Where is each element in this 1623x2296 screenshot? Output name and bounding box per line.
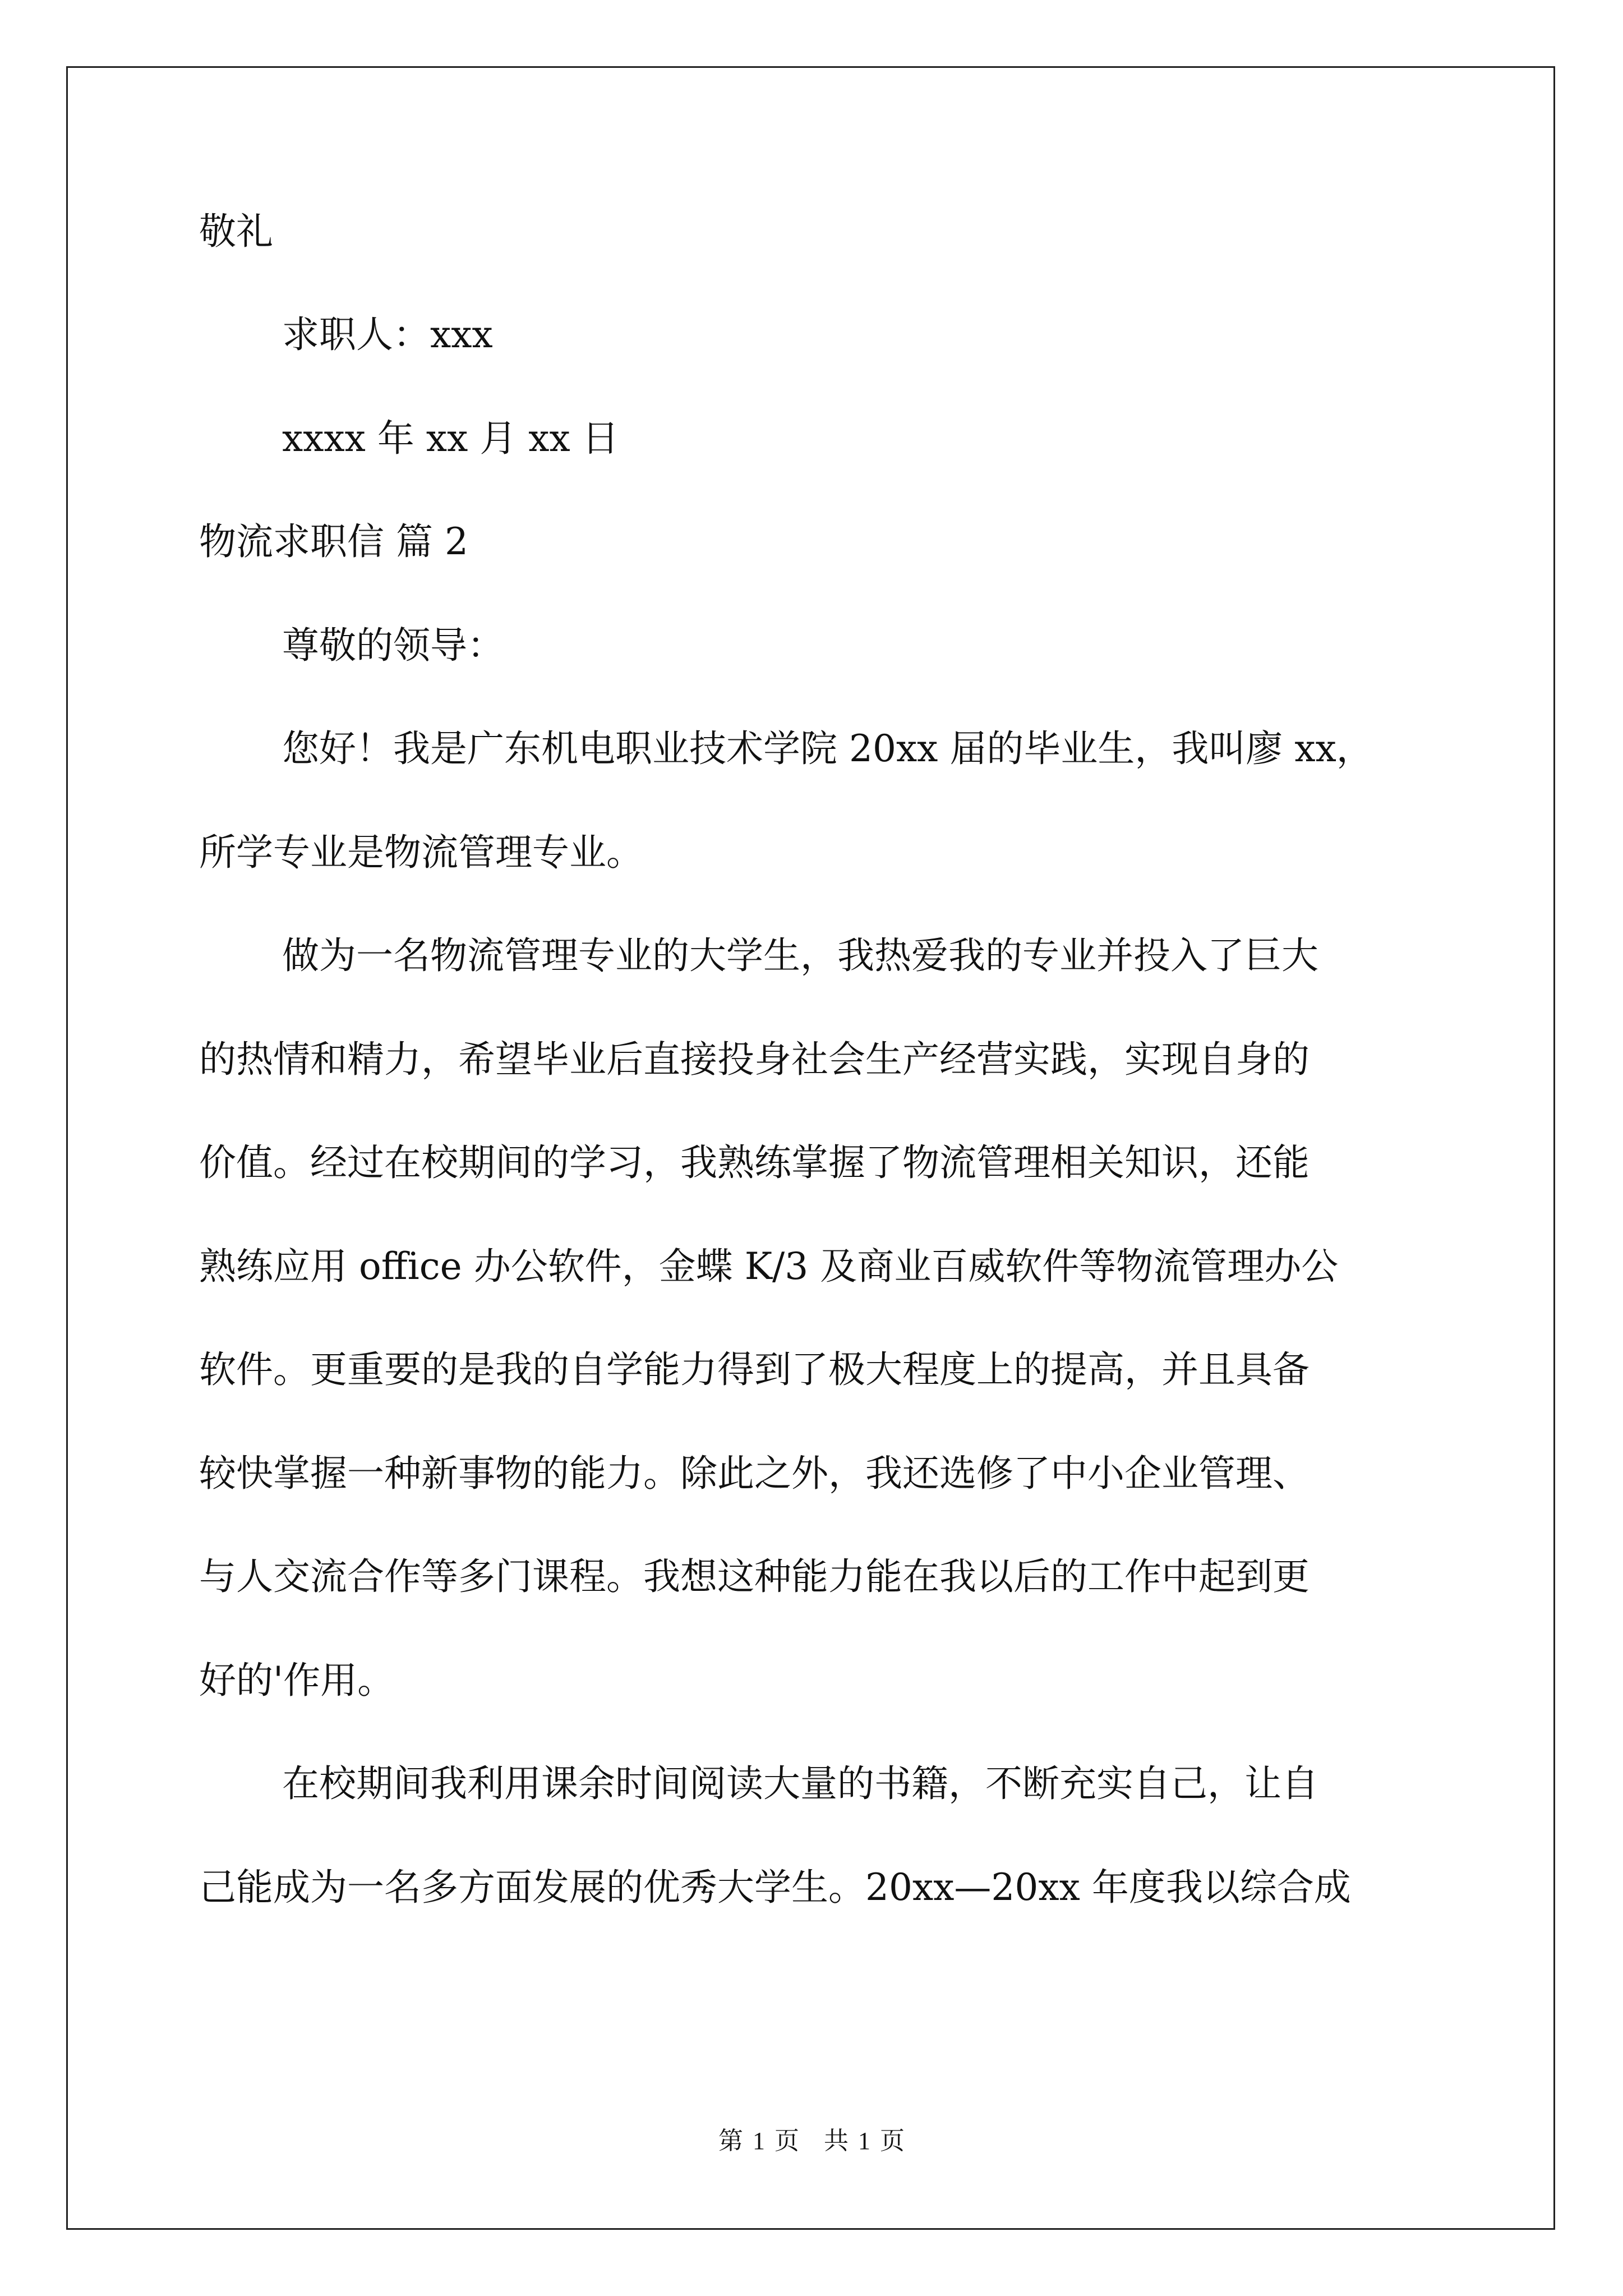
paragraph-line: 做为一名物流管理专业的大学生，我热爱我的专业并投入了巨大 [282, 934, 1318, 977]
paragraph-line: 与人交流合作等多门课程。我想这种能力能在我以后的工作中起到更 [199, 1555, 1310, 1598]
signature-line: 求职人：xxx [282, 313, 493, 356]
paragraph-line: 在校期间我利用课余时间阅读大量的书籍，不断充实自己，让自 [282, 1762, 1318, 1805]
section-title: 物流求职信 篇 2 [199, 520, 468, 563]
paragraph-line: 的热情和精力，希望毕业后直接投身社会生产经营实践，实现自身的 [199, 1038, 1310, 1081]
page-number-footer: 第 1 页 共 1 页 [718, 2127, 905, 2155]
paragraph-line: 较快掌握一种新事物的能力。除此之外，我还选修了中小企业管理、 [199, 1452, 1310, 1495]
date-line: xxxx 年 xx 月 xx 日 [282, 417, 619, 460]
paragraph-line: 熟练应用 office 办公软件，金蝶 K/3 及商业百威软件等物流管理办公 [199, 1245, 1339, 1288]
salutation: 尊敬的领导： [282, 624, 504, 667]
paragraph-line: 己能成为一名多方面发展的优秀大学生。20xx—20xx 年度我以综合成 [199, 1866, 1351, 1909]
paragraph-line: 价值。经过在校期间的学习，我熟练掌握了物流管理相关知识，还能 [199, 1141, 1310, 1184]
paragraph-line: 好的'作用。 [199, 1659, 395, 1702]
paragraph-line: 您好！我是广东机电职业技术学院 20xx 届的毕业生，我叫廖 xx， [282, 727, 1373, 770]
paragraph-line: 所学专业是物流管理专业。 [199, 831, 643, 874]
paragraph-line: 软件。更重要的是我的自学能力得到了极大程度上的提高，并且具备 [199, 1348, 1310, 1391]
closing-text: 敬礼 [199, 210, 273, 253]
